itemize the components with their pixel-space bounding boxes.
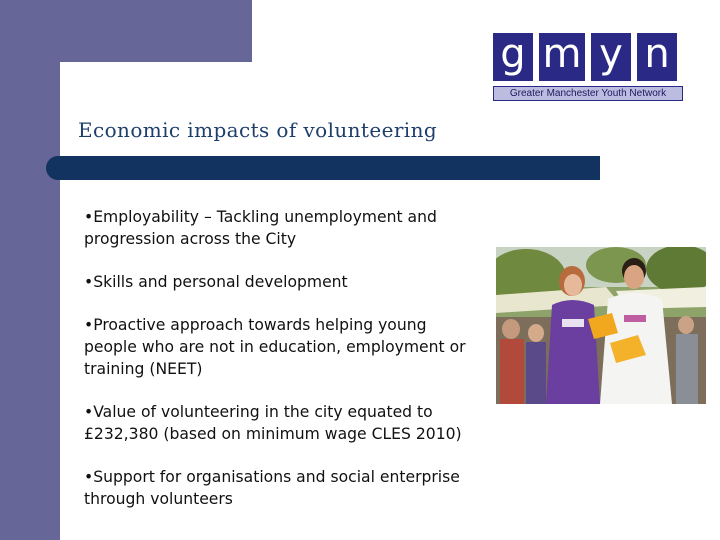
logo-letter: g (493, 33, 533, 81)
slide-title: Economic impacts of volunteering (78, 118, 438, 142)
logo-letter: n (637, 33, 677, 81)
bullet-list (84, 206, 484, 510)
gmyn-logo (493, 31, 683, 103)
top-accent-band (0, 0, 252, 62)
logo-letter: y (591, 33, 631, 81)
logo-letter: m (539, 33, 585, 81)
side-accent-band (0, 0, 60, 540)
title-divider-bar (46, 156, 600, 180)
logo-tagline: Greater Manchester Youth Network (493, 86, 683, 101)
bullet-item: •Employability – Tackling unemployment and progression across the City (84, 208, 437, 248)
volunteers-photo (496, 247, 706, 404)
bullet-item: •Value of volunteering in the city equated to £232,380 (based on minimum wage CLES 2010) (84, 403, 462, 443)
bullet-item: •Support for organisations and social enterprise through volunteers (84, 468, 460, 508)
logo-lettermark (493, 31, 683, 86)
bullet-item: •Skills and personal development (84, 273, 348, 291)
bullet-item: •Proactive approach towards helping young people who are not in education, employment or training (NEET) (84, 316, 466, 378)
